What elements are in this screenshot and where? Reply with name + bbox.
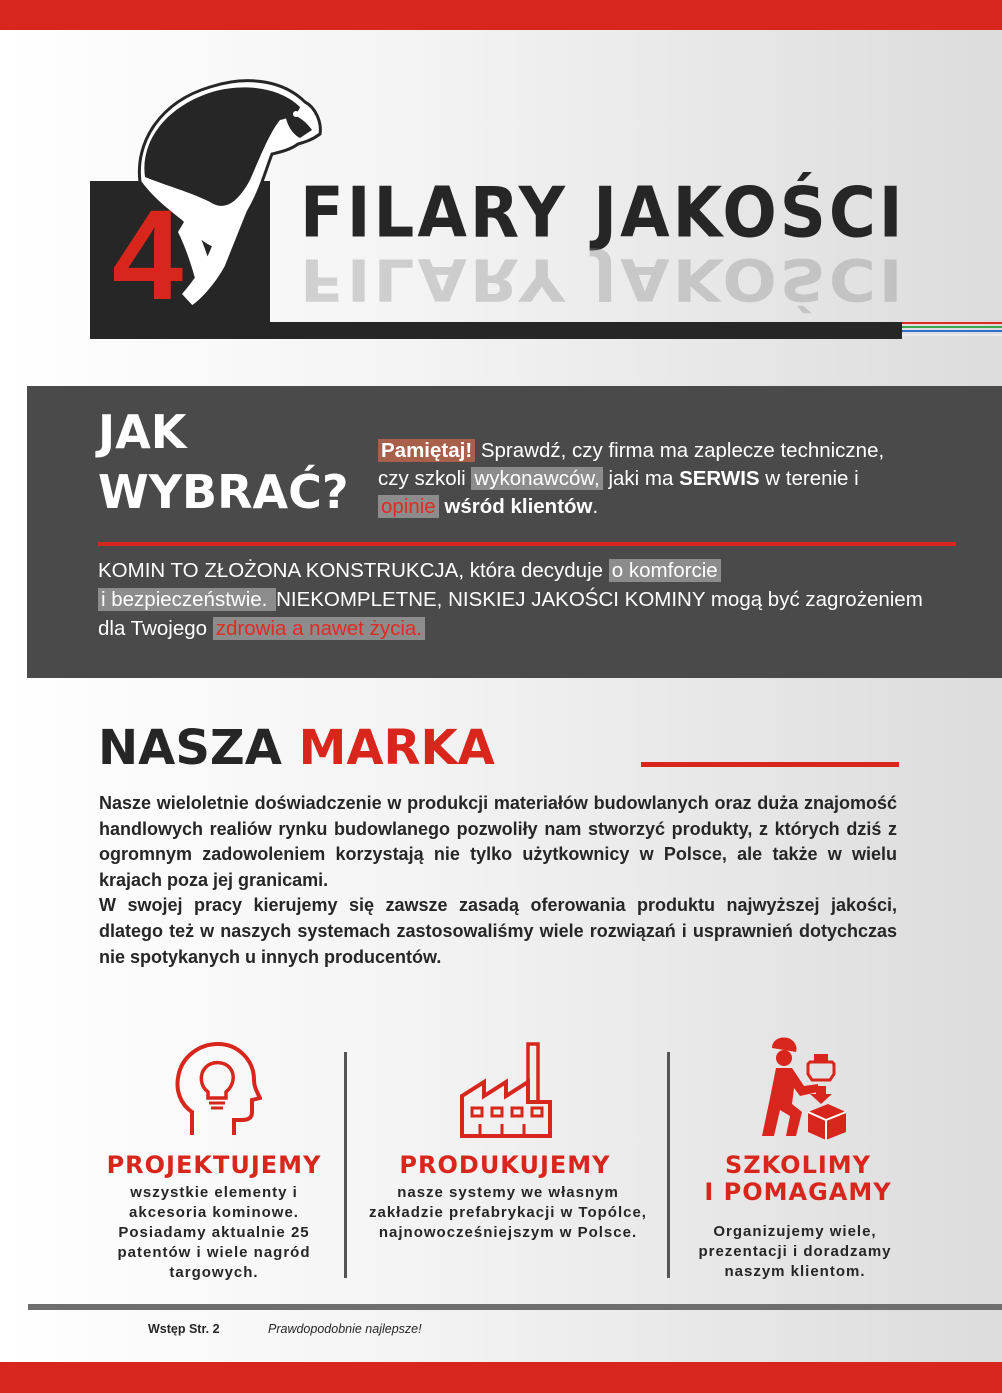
col3-title-line2: I POMAGAMY — [704, 1178, 892, 1206]
reminder-text — [378, 437, 918, 521]
header-dark-underline — [270, 322, 902, 339]
footer-tagline: Prawdopodobnie najlepsze! — [268, 1322, 422, 1336]
komin-highlight: i bezpieczeństwie. — [98, 588, 276, 611]
column-separator — [344, 1052, 347, 1278]
col3-title-line1: SZKOLIMY — [724, 1151, 872, 1179]
komin-part: NIEKOMPLETNE, NISKIEJ JAKOŚCI KOMINY mogą być zagrożeniem dla Twojego — [98, 588, 923, 640]
col1-title: PROJEKTUJEMY — [106, 1151, 322, 1179]
reminder-highlight-red: opinie — [378, 495, 439, 518]
brand-body — [99, 791, 897, 970]
komin-highlight: o komforcie — [609, 559, 721, 582]
komin-text — [98, 556, 938, 643]
reminder-label: Pamiętaj! — [378, 439, 475, 462]
column-separator — [667, 1052, 670, 1278]
panel-heading — [98, 402, 349, 522]
col2-text: nasze systemy we własnym zakładzie prefabrykacji w Topólce, najnowocześniejszym w Polsce. — [369, 1184, 647, 1241]
reminder-part: w terenie i — [759, 467, 859, 490]
col2-title: PRODUKUJEMY — [399, 1151, 611, 1179]
brand-paragraph-2: W swojej pracy kierujemy się zawsze zasadą oferowania produktu najwyższej jakości, dlatego też w naszych systemach zastosowaliśmy wiele rozwiązań i usprawnień dotychczas nie spotykanych u innych producentów. — [99, 895, 897, 967]
header-title: FILARY JAKOŚCI — [300, 173, 906, 254]
brand-heading-b: MARKA — [298, 720, 495, 776]
reminder-bold: wśród klientów — [444, 495, 593, 518]
reminder-part: jaki ma — [602, 467, 680, 490]
reminder-part: . — [592, 495, 599, 518]
reminder-bold: SERWIS — [679, 467, 760, 490]
worker-icon — [746, 1036, 858, 1140]
brand-red-line — [641, 762, 899, 767]
komin-part: KOMIN TO ZŁOŻONA KONSTRUKCJA, która decyduje — [98, 559, 609, 582]
col3-text: Organizujemy wiele, prezentacji i doradzamy naszym klientom. — [698, 1223, 892, 1280]
panel-heading-line1: JAK — [98, 405, 187, 459]
head-lightbulb-icon — [172, 1040, 262, 1140]
panel-heading-line2: WYBRAĆ? — [98, 465, 349, 519]
brand-heading — [98, 718, 495, 778]
panel-red-divider — [98, 542, 956, 546]
top-red-bar — [0, 0, 1002, 30]
reminder-part: Sprawdź, czy firma ma zaplecze techniczne, czy szkoli — [378, 439, 885, 490]
footer-page: Wstęp Str. 2 — [148, 1322, 220, 1336]
komin-highlight-red: zdrowia a nawet życia. — [213, 617, 425, 640]
header-number: 4 — [112, 184, 184, 327]
header-title-reflection: FILARY JAKOŚCI — [300, 245, 906, 312]
color-stripes — [902, 322, 1002, 339]
bottom-red-bar — [0, 1362, 1002, 1393]
factory-icon — [458, 1040, 554, 1140]
footer-gray-line — [28, 1304, 1002, 1310]
reminder-highlight: wykonawców, — [471, 467, 602, 490]
brand-heading-a: NASZA — [98, 720, 299, 776]
col1-text: wszystkie elementy i akcesoria kominowe. Posiadamy aktualnie 25 patentów i wiele nagród targowych. — [117, 1184, 311, 1281]
brand-paragraph-1: Nasze wieloletnie doświadczenie w produkcji materiałów budowlanych oraz duża znajomość handlowych realiów rynku budowlanego pozwoliły nam stworzyć produkty, z których dziś z ogromnym zadowoleniem korzystają nie tylko użytkownicy w Polsce, ale także w wielu krajach poza jej granicami. — [99, 793, 897, 890]
col3-title — [680, 1152, 916, 1206]
